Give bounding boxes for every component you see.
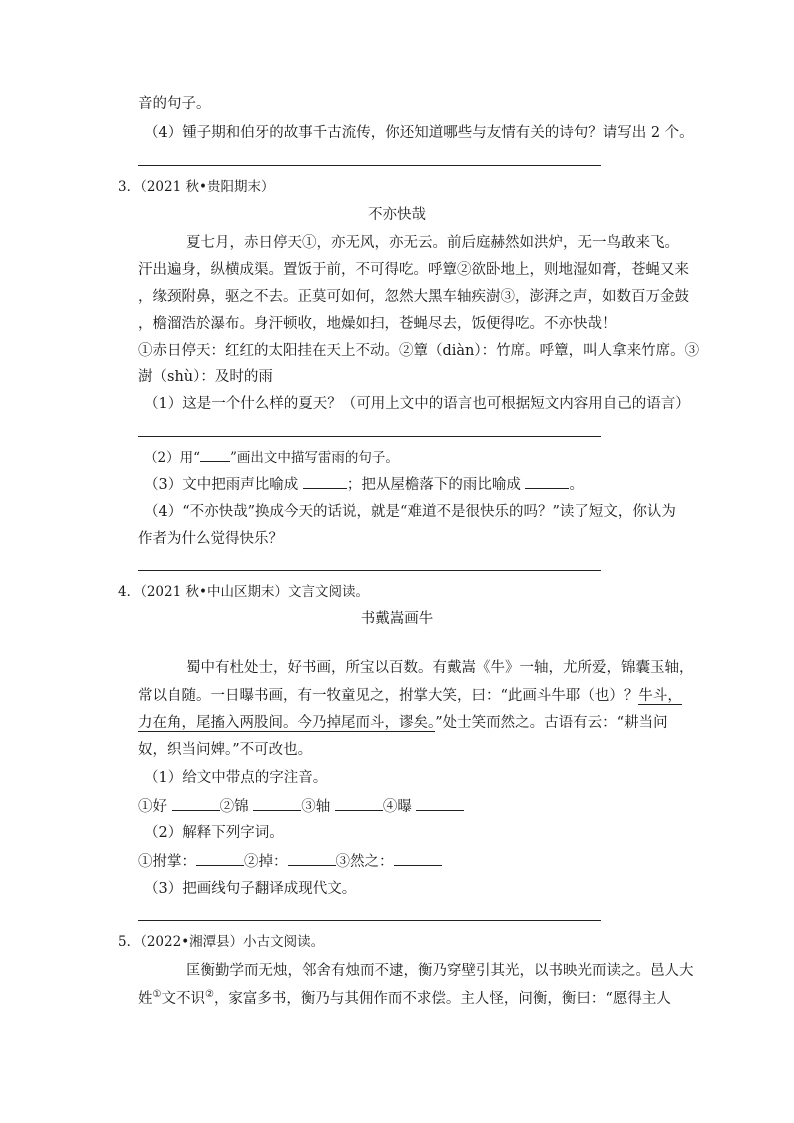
passage-line (138, 713, 668, 733)
question-header (118, 582, 369, 602)
passage-text: ，家富多书，衡乃与其佣作而不求偿。主人怪，问衡，衡曰：“愿得主人 (213, 991, 671, 1007)
question: （2）解释下列字词。 (144, 825, 284, 841)
underlined-sentence: 牛斗， (638, 688, 682, 704)
footnote-marker: ② (204, 989, 214, 1001)
passage-line: 夏七月，赤日停天①，亦无风，亦无云。前后庭赫然如洪炉，无一鸟敢来飞。 (186, 235, 679, 251)
question-header (118, 932, 324, 952)
underlined-sentence: 力在角，尾搐入两股间。今乃掉尾而斗，谬矣。 (138, 715, 436, 731)
blank-field[interactable] (416, 796, 464, 811)
blank-field[interactable] (253, 796, 301, 811)
passage-title: 书戴嵩画牛 (360, 611, 434, 627)
passage-title: 不亦快哉 (368, 207, 426, 223)
item-label: ②掉： (244, 854, 288, 870)
blank-field[interactable] (200, 447, 230, 462)
question-text: （3）文中把雨声比喻成 (144, 477, 303, 493)
footnote-line: 澍（shù）：及时的雨 (138, 369, 273, 385)
item-label: ②锦 (219, 799, 254, 815)
item-label: ③轴 (301, 799, 335, 815)
blank-field[interactable] (288, 851, 336, 866)
question-header: 3．（2021 秋•贵阳期末） (118, 179, 275, 195)
blank-field[interactable] (172, 796, 220, 811)
question (144, 474, 584, 495)
question-text: ；把从屋檐落下的雨比喻成 (346, 477, 526, 493)
blank-field[interactable] (303, 474, 347, 489)
blank-field[interactable] (335, 796, 383, 811)
passage-line: 匡衡勤学而无烛，邻舍有烛而不逮，衡乃穿壁引其光，以书映光而读之。邑人大 (186, 963, 694, 979)
passage-text: 常以自随。一日曝书画，有一牧童见之，拊掌大笑，曰：“此画斗牛耶（也）？ (138, 688, 639, 704)
answer-line[interactable] (138, 436, 601, 437)
passage-line: ，檐溜浩於瀑布。身汗顿收，地燥如扫，苍蝇尽去，饭便得吃。不亦快哉！ (138, 316, 617, 332)
text-line: 音的句子。 (138, 96, 211, 112)
footnote-marker: ① (152, 989, 162, 1001)
question-text: 。 (569, 477, 584, 493)
question-source: 4．（2021 秋•中山区期末） (118, 584, 288, 600)
item-label: ①好 (138, 799, 172, 815)
answer-line[interactable] (138, 165, 601, 166)
question-text: ”画出文中描写雷雨的句子。 (230, 450, 399, 466)
blank-row (138, 796, 464, 817)
blank-field[interactable] (196, 851, 244, 866)
question: （3）把画线句子翻译成现代文。 (144, 881, 357, 897)
passage-line: 汗出遍身，纵横成渠。置饭于前，不可得吃。呼簟②欲卧地上，则地湿如膏，苍蝇又来 (138, 262, 689, 278)
passage-text: 姓 (138, 991, 153, 1007)
blank-field[interactable] (525, 474, 569, 489)
passage-line: 奴，织当问婢。”不可改也。 (138, 742, 313, 758)
footnote-line: ①赤日停天：红红的太阳挂在天上不动。②簟（diàn）：竹席。呼簟，叫人拿来竹席。③ (138, 343, 700, 359)
question: （4）“不亦快哉”换成今天的话说，就是“难道不是很快乐的吗？”读了短文，你认为 (144, 504, 676, 520)
question: 作者为什么觉得快乐？ (138, 531, 283, 547)
passage-line: ，缘颈附鼻，驱之不去。正莫可如何，忽然大黑车轴疾澍③，澎湃之声，如数百万金鼓 (138, 289, 689, 305)
question-text: （2）用“ (144, 450, 200, 466)
question-type: 小古文阅读。 (243, 934, 325, 950)
question: （1）给文中带点的字注音。 (144, 770, 328, 786)
question: （1）这是一个什么样的夏天？（可用上文中的语言也可根据短文内容用自己的语言） (144, 396, 690, 412)
question-source: 5．（2022•湘潭县） (118, 934, 244, 950)
item-label: ③然之： (335, 854, 394, 870)
question-type: 文言文阅读。 (287, 584, 369, 600)
question: （4）锺子期和伯牙的故事千古流传，你还知道哪些与友情有关的诗句？请写出 2 个。 (144, 125, 694, 141)
item-label: ④曝 (382, 799, 417, 815)
item-label: ①拊掌： (138, 854, 196, 870)
answer-line[interactable] (138, 920, 601, 921)
passage-text: 文不识 (161, 991, 205, 1007)
answer-line[interactable] (138, 570, 601, 571)
question (144, 447, 399, 468)
passage-line: 蜀中有杜处士，好书画，所宝以百数。有戴嵩《牛》一轴，尤所爱，锦囊玉轴， (186, 660, 694, 676)
passage-line (138, 989, 671, 1009)
passage-text: ”处士笑而然之。古语有云：“耕当问 (435, 715, 668, 731)
blank-field[interactable] (394, 851, 442, 866)
passage-line (138, 686, 682, 706)
blank-row (138, 851, 442, 872)
